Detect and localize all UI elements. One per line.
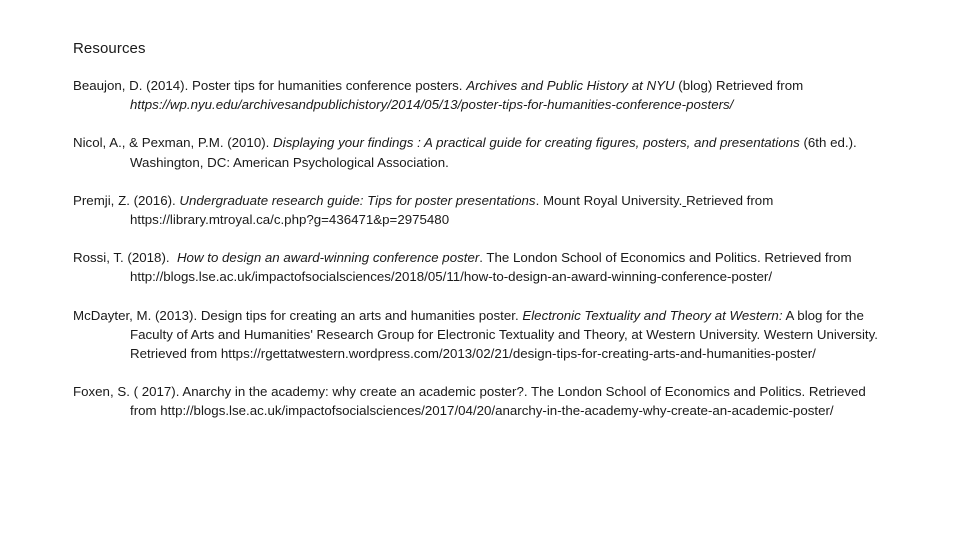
reference-url: https://wp.nyu.edu/archivesandpublichistory/2014/05/13/poster-tips-for-humanities-conference-posters/ [130, 97, 734, 113]
reference-item [73, 191, 888, 229]
reference-text: (blog) Retrieved from [674, 78, 804, 93]
reference-italic-title: How to design an award-winning conference poster [176, 250, 480, 266]
reference-text: Premji, Z. (2016). [73, 192, 180, 208]
reference-text: (6th ed.). Washington, DC: American Psychological Association. [130, 135, 857, 170]
reference-text: Retrieved from https://library.mtroyal.ca/c.php?g=436471&p=2975480 [130, 192, 774, 228]
reference-item [73, 133, 888, 171]
reference-italic-title: Electronic Textuality and Theory at Western: [522, 307, 783, 323]
reference-text: McDayter, M. (2013). Design tips for creating an arts and humanities poster. [73, 307, 523, 323]
reference-text: . Mount Royal University. [535, 192, 683, 208]
reference-item [73, 76, 888, 114]
page-title: Resources [73, 40, 146, 57]
reference-text: . The London School of Economics and Politics. Retrieved from http://blogs.lse.ac.uk/impactofsocialsciences/2018/05/11/how-to-design-an-award-winning-conference-poster/ [130, 250, 852, 285]
reference-list [73, 76, 888, 440]
reference-text: Nicol, A., & Pexman, P.M. (2010). [73, 135, 274, 151]
reference-text: A blog for the Faculty of Arts and Humanities' Research Group for Electronic Textuality and Theory, at Western University. Western University. Retrieved from https://rgettatwestern.wordpress.com/2013/02/21/design-tips-for-creating-arts-and-humanities-poster/ [130, 307, 878, 362]
reference-item [73, 248, 888, 286]
reference-italic-title: Archives and Public History at NYU [466, 78, 675, 93]
reference-text: Beaujon, D. (2014). Poster tips for humanities conference posters. [73, 78, 467, 93]
reference-text: Foxen, S. ( 2017). Anarchy in the academy: why create an academic poster?. The London School of Economics and Politics. Retrieved from http://blogs.lse.ac.uk/impactofsocialsciences/2017/04/20/anarchy-in-the-academy-why-create-an-academic-poster/ [73, 384, 866, 419]
reference-italic-title: Displaying your findings : A practical guide for creating figures, posters, and presentations [273, 135, 800, 151]
reference-item [73, 306, 888, 364]
reference-italic-title: Undergraduate research guide: Tips for poster presentations [179, 192, 536, 208]
reference-text: Rossi, T. (2018). [73, 250, 177, 266]
reference-item [73, 382, 888, 420]
